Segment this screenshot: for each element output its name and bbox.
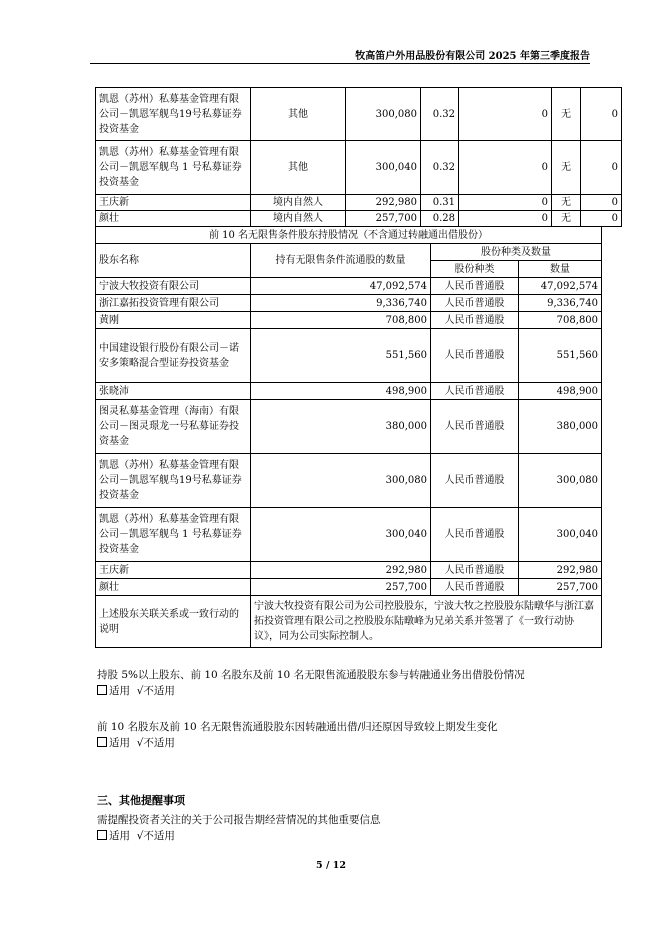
unrestricted-shares: 47,092,574 — [251, 278, 431, 295]
unrestricted-shares: 380,000 — [251, 400, 431, 454]
header-divider — [90, 63, 590, 64]
share-class: 人民币普通股 — [431, 400, 519, 454]
page-header: 牧高笛户外用品股份有限公司 2025 年第三季度报告 — [355, 51, 590, 62]
shareholder-type: 其他 — [251, 88, 346, 141]
unrestricted-shares: 708,800 — [251, 312, 431, 329]
pledge-qty: 0 — [581, 195, 622, 211]
shareholder-name: 王庆新 — [96, 195, 251, 211]
share-qty: 498,900 — [519, 383, 602, 400]
col-header-class: 股份种类 — [431, 261, 519, 278]
table-row — [96, 195, 622, 211]
share-pct: 0.32 — [421, 141, 459, 195]
pledge-status: 无 — [552, 88, 581, 141]
table-row — [96, 579, 602, 596]
table-row — [96, 278, 602, 295]
table-row — [96, 454, 602, 508]
top-shareholders-table — [95, 87, 622, 227]
table-row — [96, 141, 622, 195]
section-text: 需提醒投资者关注的关于公司报告期经营情况的其他重要信息 — [97, 814, 381, 826]
table-row — [96, 329, 602, 383]
share-class: 人民币普通股 — [431, 454, 519, 508]
share-class: 人民币普通股 — [431, 312, 519, 329]
other-reminders-section — [97, 793, 381, 844]
notice-text: 前 10 名股东及前 10 名无限售流通股股东因转融通出借/归还原因导致较上期发生变化 — [97, 721, 498, 733]
shareholder-name: 颜壮 — [96, 211, 251, 227]
restricted-shares: 0 — [459, 211, 552, 227]
shareholder-name: 颜壮 — [96, 579, 251, 596]
unrestricted-shares: 9,336,740 — [251, 295, 431, 312]
share-qty: 380,000 — [519, 400, 602, 454]
shareholder-name: 黄刚 — [96, 312, 251, 329]
option-line — [97, 683, 525, 699]
share-class: 人民币普通股 — [431, 562, 519, 579]
table-row — [96, 295, 602, 312]
section-title: 前 10 名无限售条件股东持股情况（不含通过转融通出借股份） — [96, 227, 602, 244]
share-count: 300,080 — [346, 88, 421, 141]
table-row — [96, 508, 602, 562]
unrestricted-shares: 257,700 — [251, 579, 431, 596]
pledge-qty: 0 — [581, 88, 622, 141]
table-row — [96, 562, 602, 579]
option-not-apply: √不适用 — [136, 685, 175, 697]
lending-change-notice — [97, 719, 498, 751]
shareholder-type: 其他 — [251, 141, 346, 195]
note-label: 上述股东关联关系或一致行动的说明 — [96, 596, 251, 648]
share-qty: 47,092,574 — [519, 278, 602, 295]
pledge-status: 无 — [552, 211, 581, 227]
section-heading: 三、其他提醒事项 — [97, 794, 185, 807]
share-qty: 300,040 — [519, 508, 602, 562]
option-line — [97, 828, 381, 844]
table-row — [96, 88, 622, 141]
option-apply: 适用 — [109, 685, 130, 697]
table-section-title-row — [96, 227, 602, 244]
share-count: 292,980 — [346, 195, 421, 211]
shareholder-name: 浙江嘉拓投资管理有限公司 — [96, 295, 251, 312]
shareholder-name: 中国建设银行股份有限公司－诺安多策略混合型证券投资基金 — [96, 329, 251, 383]
shareholder-type: 境内自然人 — [251, 211, 346, 227]
share-class: 人民币普通股 — [431, 579, 519, 596]
col-header-shares: 持有无限售条件流通股的数量 — [251, 244, 431, 278]
share-count: 300,040 — [346, 141, 421, 195]
share-qty: 551,560 — [519, 329, 602, 383]
unrestricted-shares: 300,040 — [251, 508, 431, 562]
table-row — [96, 400, 602, 454]
share-qty: 708,800 — [519, 312, 602, 329]
securities-lending-notice — [97, 667, 525, 699]
share-qty: 9,336,740 — [519, 295, 602, 312]
option-apply: 适用 — [109, 737, 130, 749]
restricted-shares: 0 — [459, 195, 552, 211]
unchecked-box-icon — [97, 830, 107, 840]
share-class: 人民币普通股 — [431, 329, 519, 383]
option-not-apply: √不适用 — [136, 737, 175, 749]
restricted-shares: 0 — [459, 141, 552, 195]
shareholder-name: 凯恩（苏州）私募基金管理有限公司－凯恩军舰鸟19号私募证券投资基金 — [96, 88, 251, 141]
table-header-row — [96, 244, 602, 261]
share-pct: 0.32 — [421, 88, 459, 141]
share-class: 人民币普通股 — [431, 508, 519, 562]
unchecked-box-icon — [97, 737, 107, 747]
table-row — [96, 383, 602, 400]
share-pct: 0.31 — [421, 195, 459, 211]
share-count: 257,700 — [346, 211, 421, 227]
unrestricted-shares: 300,080 — [251, 454, 431, 508]
col-header-qty: 数量 — [519, 261, 602, 278]
note-text: 宁波大牧投资有限公司为公司控股股东，宁波大牧之控股股东陆暾华与浙江嘉拓投资管理有限公司之控股股东陆暾峰为兄弟关系并签署了《一致行动协议》，同为公司实际控制人。 — [251, 596, 602, 648]
pledge-qty: 0 — [581, 141, 622, 195]
unrestricted-shares: 292,980 — [251, 562, 431, 579]
shareholder-name: 凯恩（苏州）私募基金管理有限公司－凯恩军舰鸟19号私募证券投资基金 — [96, 454, 251, 508]
share-class: 人民币普通股 — [431, 278, 519, 295]
shareholder-name: 王庆新 — [96, 562, 251, 579]
share-qty: 292,980 — [519, 562, 602, 579]
notice-text: 持股 5%以上股东、前 10 名股东及前 10 名无限售流通股股东参与转融通业务出借股份情况 — [97, 669, 525, 681]
share-class: 人民币普通股 — [431, 295, 519, 312]
shareholder-name: 图灵私募基金管理（海南）有限公司－图灵璟龙一号私募证券投资基金 — [96, 400, 251, 454]
shareholder-name: 宁波大牧投资有限公司 — [96, 278, 251, 295]
unrestricted-shares: 551,560 — [251, 329, 431, 383]
table-note-row — [96, 596, 602, 648]
share-qty: 257,700 — [519, 579, 602, 596]
pledge-status: 无 — [552, 141, 581, 195]
pledge-status: 无 — [552, 195, 581, 211]
unchecked-box-icon — [97, 685, 107, 695]
unrestricted-shareholders-table — [95, 226, 602, 648]
shareholder-name: 张晓沛 — [96, 383, 251, 400]
shareholder-name: 凯恩（苏州）私募基金管理有限公司－凯恩军舰鸟 1 号私募证券投资基金 — [96, 141, 251, 195]
share-qty: 300,080 — [519, 454, 602, 508]
share-pct: 0.28 — [421, 211, 459, 227]
restricted-shares: 0 — [459, 88, 552, 141]
option-apply: 适用 — [109, 830, 130, 842]
page-number: 5 / 12 — [316, 860, 346, 871]
col-header-name: 股东名称 — [96, 244, 251, 278]
option-not-apply: √不适用 — [136, 830, 175, 842]
table-row — [96, 211, 622, 227]
option-line — [97, 735, 498, 751]
table-row — [96, 312, 602, 329]
col-header-class-group: 股份种类及数量 — [431, 244, 602, 261]
shareholder-type: 境内自然人 — [251, 195, 346, 211]
unrestricted-shares: 498,900 — [251, 383, 431, 400]
share-class: 人民币普通股 — [431, 383, 519, 400]
shareholder-name: 凯恩（苏州）私募基金管理有限公司－凯恩军舰鸟 1 号私募证券投资基金 — [96, 508, 251, 562]
pledge-qty: 0 — [581, 211, 622, 227]
